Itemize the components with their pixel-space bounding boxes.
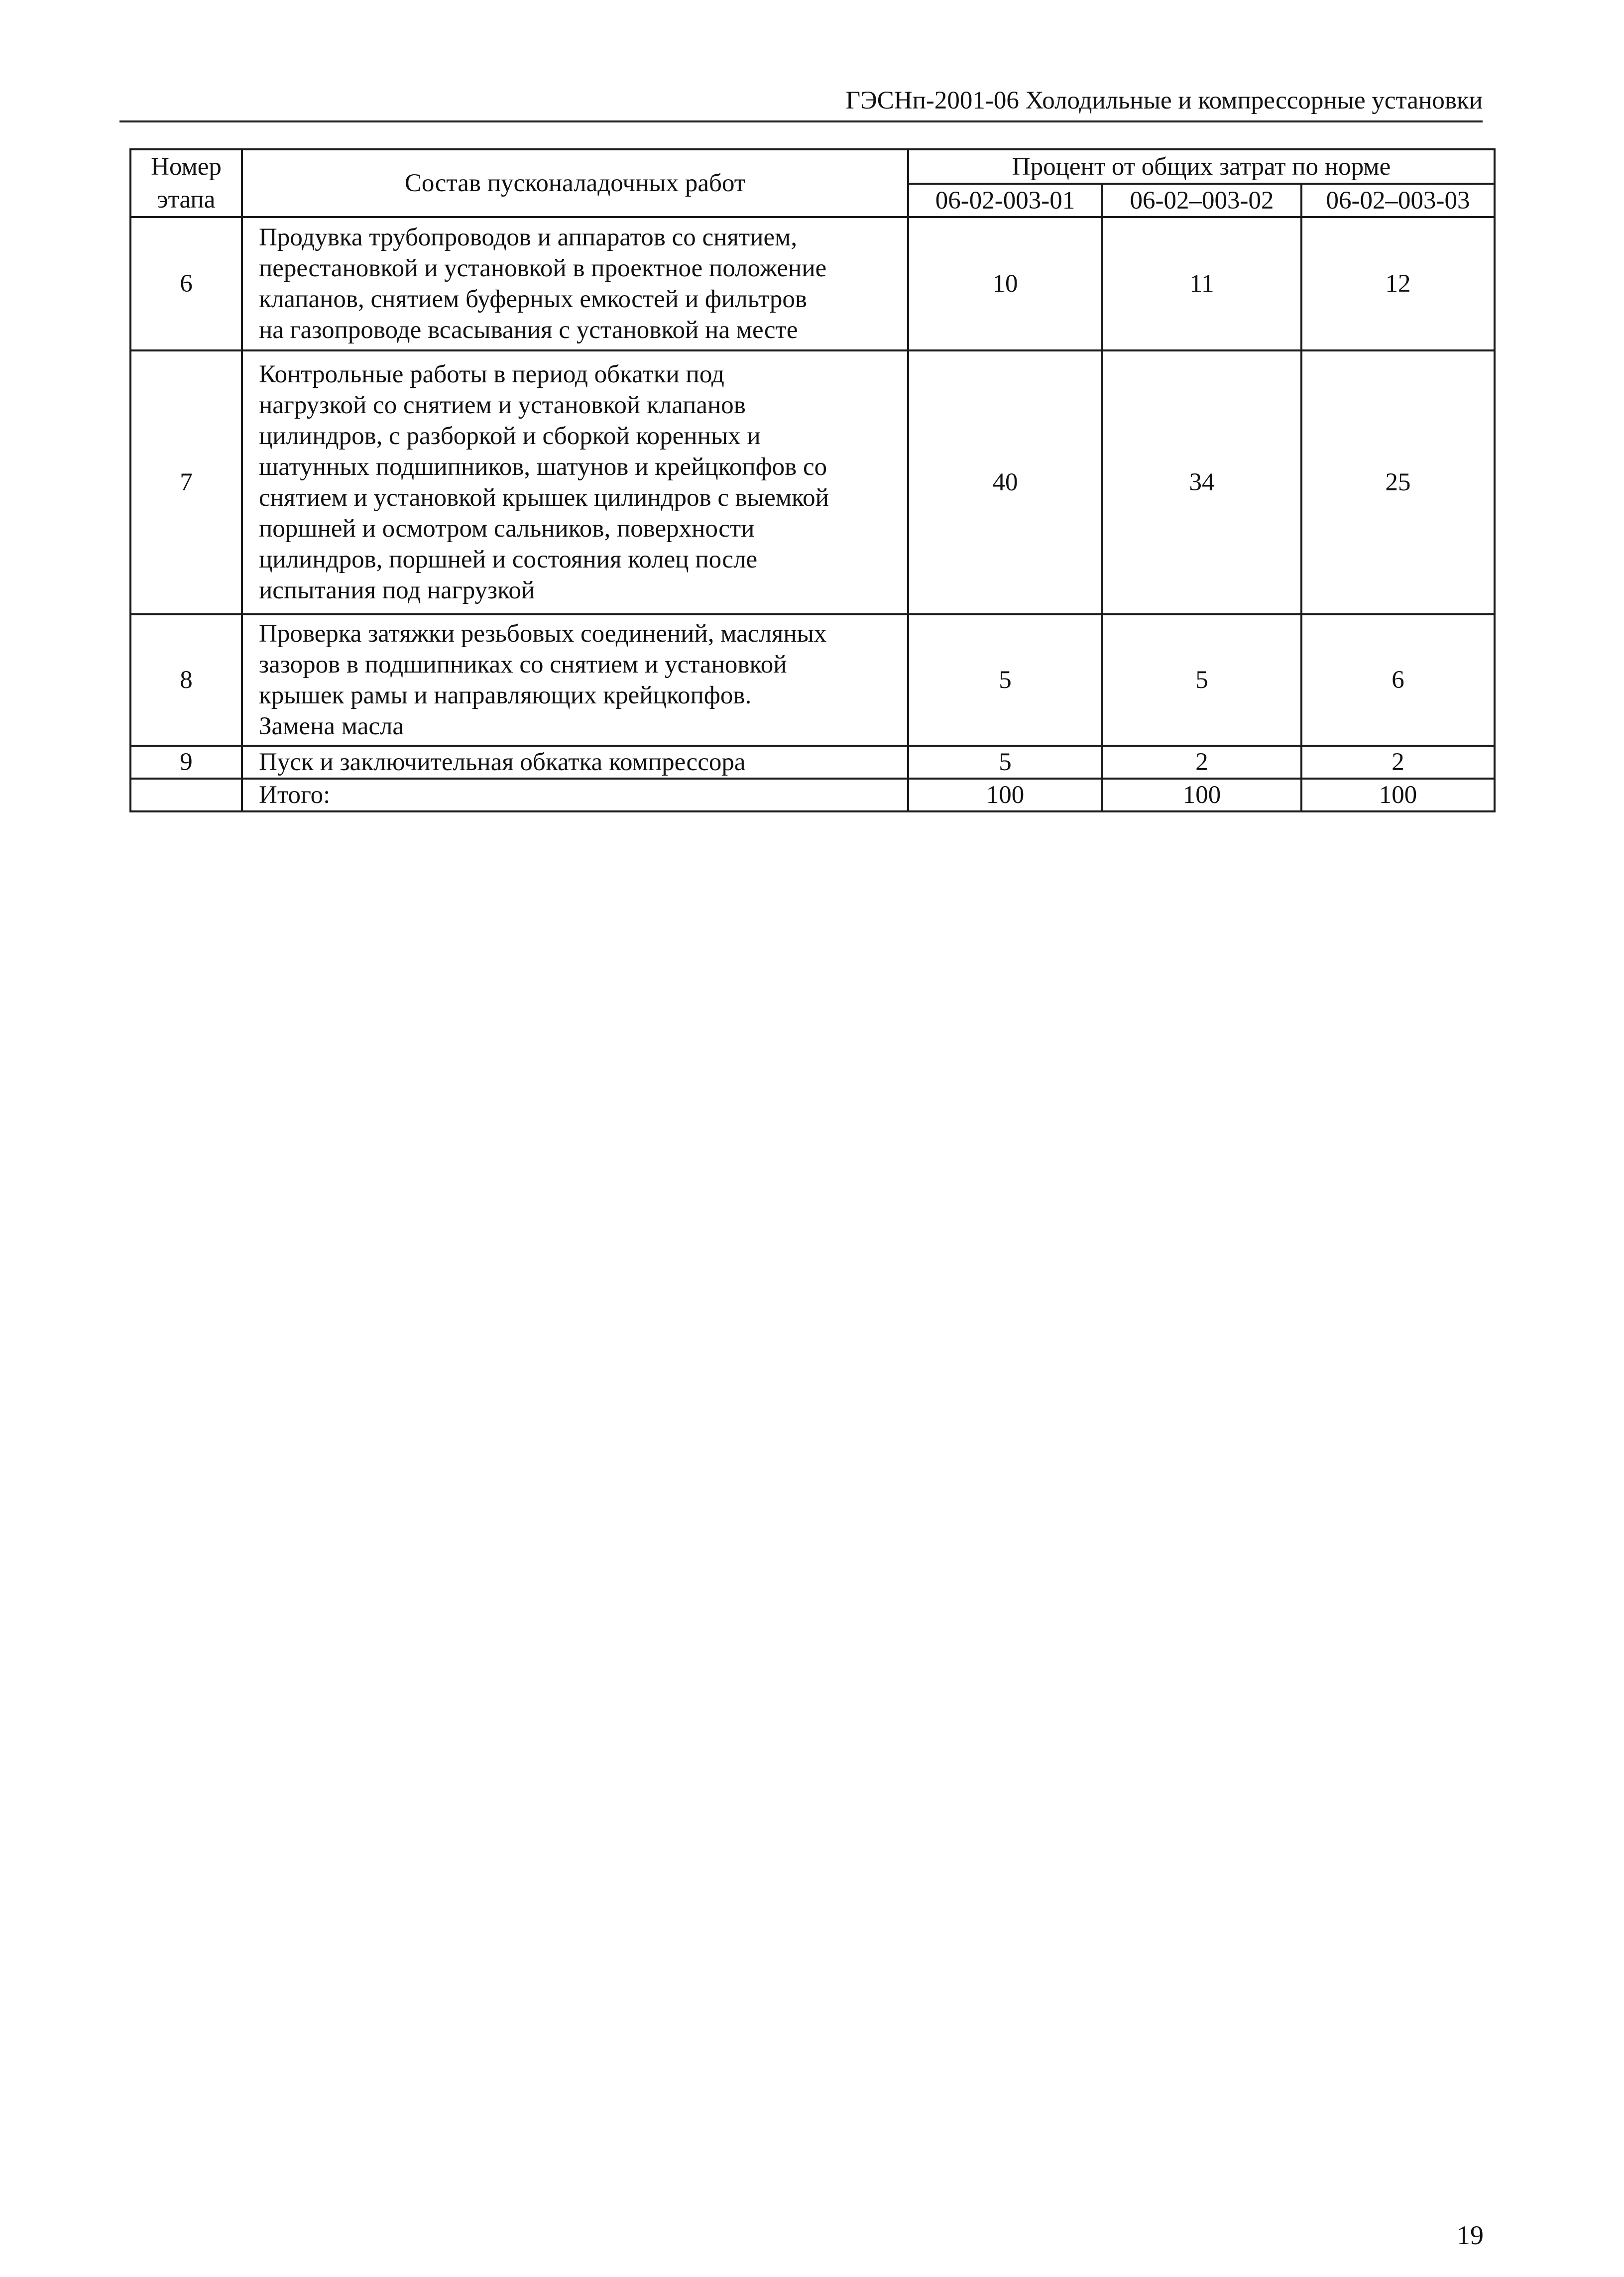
description-line: перестановкой и установкой в проектное положение xyxy=(259,254,827,282)
stage-number: 7 xyxy=(130,350,242,614)
percent-value: 5 xyxy=(1102,614,1301,746)
percent-value: 2 xyxy=(1301,746,1495,779)
total-label: Итого: xyxy=(242,779,908,811)
description-line: шатунных подшипников, шатунов и крейцкопфов со xyxy=(259,453,827,481)
percent-value: 34 xyxy=(1102,350,1301,614)
description-line: крышек рамы и направляющих крейцкопфов. xyxy=(259,682,752,709)
total-stage-cell xyxy=(130,779,242,811)
percent-of-cost-header: Процент от общих затрат по норме xyxy=(908,149,1495,184)
table-row xyxy=(130,350,1495,614)
percent-value: 40 xyxy=(908,350,1102,614)
description-line: нагрузкой со снятием и установкой клапанов xyxy=(259,391,746,419)
stage-number: 6 xyxy=(130,217,242,350)
stage-number-header-line2: этапа xyxy=(157,186,216,214)
description-line: на газопроводе всасывания с установкой на месте xyxy=(259,316,798,344)
running-header: ГЭСНп-2001-06 Холодильные и компрессорные установки xyxy=(845,87,1483,114)
description-line: клапанов, снятием буферных емкостей и фильтров xyxy=(259,285,807,313)
description-line: Пуск и заключительная обкатка компрессора xyxy=(259,748,746,776)
norm-code-header: 06-02–003-02 xyxy=(1102,184,1301,217)
description-line: цилиндров, с разборкой и сборкой коренных и xyxy=(259,422,761,450)
stage-number-header-line1: Номер xyxy=(151,153,222,181)
total-value: 100 xyxy=(1102,779,1301,811)
header-rule xyxy=(119,120,1483,122)
description-line: зазоров в подшипниках со снятием и установкой xyxy=(259,651,787,679)
description-line: поршней и осмотром сальников, поверхности xyxy=(259,515,755,543)
work-description xyxy=(242,614,908,746)
table-row xyxy=(130,217,1495,350)
work-description xyxy=(242,746,908,779)
total-value: 100 xyxy=(908,779,1102,811)
percent-value: 25 xyxy=(1301,350,1495,614)
total-value: 100 xyxy=(1301,779,1495,811)
description-line: испытания под нагрузкой xyxy=(259,576,535,604)
description-line: снятием и установкой крышек цилиндров с выемкой xyxy=(259,484,829,512)
description-line: Контрольные работы в период обкатки под xyxy=(259,360,724,388)
total-row xyxy=(130,779,1495,811)
stage-number-header xyxy=(130,149,242,217)
percent-value: 11 xyxy=(1102,217,1301,350)
table-row xyxy=(130,746,1495,779)
norm-code-header: 06-02–003-03 xyxy=(1301,184,1495,217)
description-line: Продувка трубопроводов и аппаратов со снятием, xyxy=(259,224,798,251)
description-line: цилиндров, поршней и состояния колец после xyxy=(259,546,758,573)
percent-value: 10 xyxy=(908,217,1102,350)
stage-number: 8 xyxy=(130,614,242,746)
percent-value: 5 xyxy=(908,614,1102,746)
norm-code-header: 06-02-003-01 xyxy=(908,184,1102,217)
description-line: Проверка затяжки резьбовых соединений, масляных xyxy=(259,620,827,648)
page-number: 19 xyxy=(1457,2220,1484,2250)
percent-value: 5 xyxy=(908,746,1102,779)
description-line: Замена масла xyxy=(259,712,404,740)
work-description xyxy=(242,217,908,350)
work-description xyxy=(242,350,908,614)
table-row xyxy=(130,614,1495,746)
percent-value: 6 xyxy=(1301,614,1495,746)
percent-value: 12 xyxy=(1301,217,1495,350)
work-composition-header: Состав пусконаладочных работ xyxy=(242,149,908,217)
stage-number: 9 xyxy=(130,746,242,779)
percent-value: 2 xyxy=(1102,746,1301,779)
commissioning-work-table xyxy=(129,148,1496,812)
